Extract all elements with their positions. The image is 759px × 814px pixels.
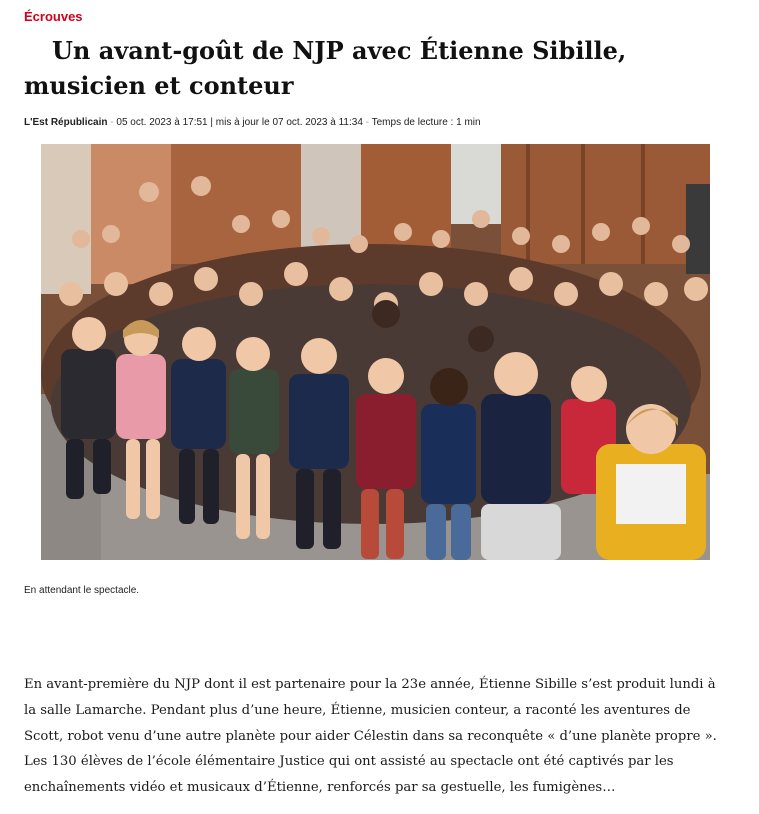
photo-illustration: [41, 144, 710, 560]
category-link[interactable]: Écrouves: [24, 9, 83, 24]
meta-separator: -: [365, 117, 372, 128]
article-body: En avant-première du NJP dont il est partenaire pour la 23e année, Étienne Sibille s’est produit lundi à la salle Lamarche. Pendant plus d’une heure, Étienne, musicien conteur, a raconté les aventures de Scott, robot venu d’une autre planète pour aider Célestin dans sa reconquête « d’une planète propre ». Les 130 élèves de l’école élémentaire Justice qui ont assisté au spectacle ont été captivés par les enchaînements vidéo et musicaux d’Étienne, renforcés par sa gestuelle, les fumigènes…: [24, 677, 717, 796]
article-meta: [24, 117, 481, 128]
article-photo: [41, 144, 710, 560]
reading-time: Temps de lecture : 1 min: [371, 117, 481, 128]
photo-caption: En attendant le spectacle.: [24, 585, 140, 596]
article-title: Un avant-goût de NJP avec Étienne Sibille, musicien et conteur: [24, 36, 627, 100]
meta-separator: -: [110, 117, 117, 128]
meta-separator: |: [210, 117, 216, 128]
published-date: 05 oct. 2023 à 17:51: [116, 117, 208, 128]
source-name: L'Est Républicain: [24, 117, 108, 128]
updated-date: mis à jour le 07 oct. 2023 à 11:34: [215, 117, 363, 128]
